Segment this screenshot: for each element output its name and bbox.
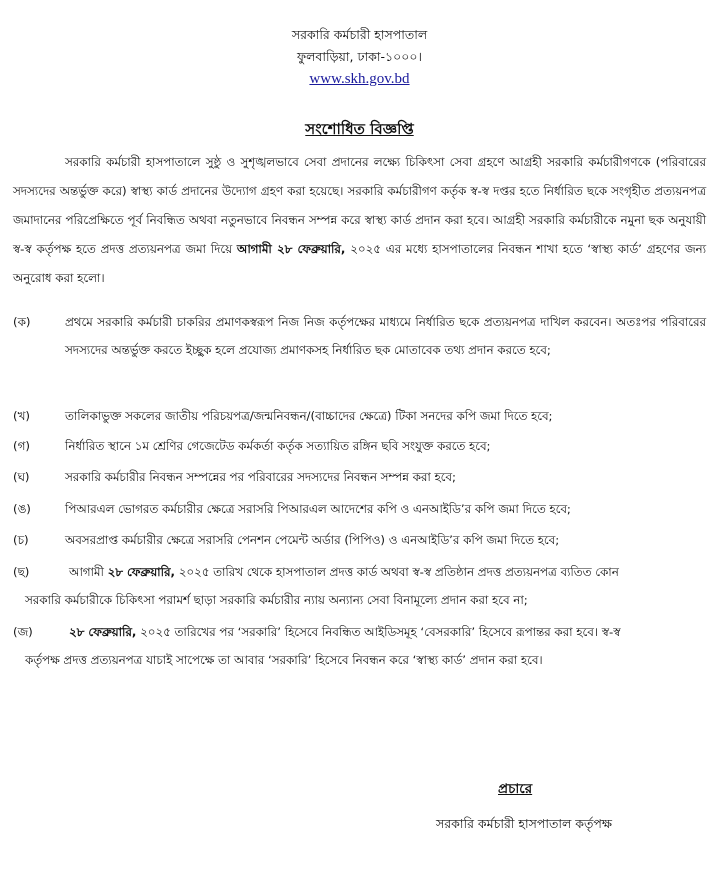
item-text-pre: আগামী	[69, 565, 108, 579]
item-marker: (জ)	[13, 625, 33, 639]
item-deadline: ২৮ ফেব্রুয়ারি,	[107, 565, 175, 579]
intro-text-end: ২০২৫ এর মধ্যে হাসপাতালের নিবন্ধন শাখা হতে ‘স্বাস্থ্য কার্ড’ গ্রহণের জন্য অনুরোধ করা হলো।	[13, 242, 706, 285]
item-text-line2: কর্তৃপক্ষ প্রদত্ত প্রত্যয়নপত্র যাচাই সাপেক্ষে তা আবার ‘সরকারি’ হিসেবে নিবন্ধন করে ‘স্বাস্থ্য কার্ড’ প্রদান করা হবে।	[25, 653, 543, 667]
list-item-ng	[13, 495, 706, 523]
letterhead	[0, 24, 719, 90]
item-text: তালিকাভুক্ত সকলের জাতীয় পরিচয়পত্র/জন্মনিবন্ধন/(বাচ্চাদের ক্ষেত্রে) টিকা সনদের কপি জমা দিতে হবে;	[65, 409, 553, 423]
intro-paragraph	[13, 148, 706, 293]
item-text-line1: ২০২৫ তারিখ থেকে হাসপাতাল প্রদত্ত কার্ড অথবা স্ব-স্ব প্রতিষ্ঠান প্রদত্ত প্রত্যয়নপত্র ব্যতিত কোন	[174, 565, 619, 579]
list-item-g	[13, 432, 706, 460]
item-text: অবসরপ্রাপ্ত কর্মচারীর ক্ষেত্রে সরাসরি পেনশন পেমেন্ট অর্ডার (পিপিও) ও এনআইডি’র কপি জমা দিতে হবে;	[65, 533, 560, 547]
authority-signature: সরকারি কর্মচারী হাসপাতাল কর্তৃপক্ষ	[436, 816, 612, 831]
item-deadline: ২৮ ফেব্রুয়ারি,	[69, 625, 137, 639]
org-name: সরকারি কর্মচারী হাসপাতাল	[291, 27, 428, 42]
item-text-line2: সরকারি কর্মচারীকে চিকিৎসা পরামর্শ ছাড়া সরকারি কর্মচারীর ন্যায় অন্যান্য সেবা বিনামূল্যে প্রদান করা হবে না;	[25, 593, 528, 607]
intro-deadline: আগামী ২৮ ফেব্রুয়ারি,	[236, 242, 346, 256]
list-item-chh	[13, 558, 706, 614]
item-marker: (ক)	[13, 315, 31, 329]
item-marker: (ঙ)	[13, 502, 31, 516]
item-text	[25, 618, 706, 674]
list-item-kh	[13, 402, 706, 430]
item-text: সরকারি কর্মচারীর নিবন্ধন সম্পন্নের পর পরিবারের সদস্যদের নিবন্ধন সম্পন্ন করা হবে;	[65, 470, 456, 484]
intro-text: সরকারি কর্মচারী হাসপাতালে সুষ্ঠু ও সুশৃঙ্খলভাবে সেবা প্রদানের লক্ষ্যে চিকিৎসা সেবা গ্রহণে আগ্রহী সরকারি কর্মচারীগণকে (পরিবারের সদস্যদের অন্তর্ভুক্ত করে) স্বাস্থ্য কার্ড প্রদানের উদ্যোগ গ্রহণ করা হয়েছে। সরকারি কর্মচারীগণ কর্তৃক স্ব-স্ব দপ্তর হতে নির্ধারিত ছকে সংগৃহীত প্রত্যয়নপত্র জমাদানের পরিপ্রেক্ষিতে পূর্ব নিবন্ধিত অথবা নতুনভাবে নিবন্ধন সম্পন্ন করে স্বাস্থ্য কার্ড প্রদান করা হবে। আগ্রহী সরকারি কর্মচারীকে নমুনা ছক অনুযায়ী স্ব-স্ব কর্তৃপক্ষ হতে প্রদত্ত প্রত্যয়নপত্র জমা দিয়ে	[13, 155, 706, 256]
item-text: পিআরএল ভোগরত কর্মচারীর ক্ষেত্রে সরাসরি পিআরএল আদেশের কপি ও এনআইডি’র কপি জমা দিতে হবে;	[65, 502, 571, 516]
item-marker: (চ)	[13, 533, 29, 547]
item-marker: (খ)	[13, 409, 30, 423]
item-text: প্রথমে সরকারি কর্মচারী চাকরির প্রমাণকস্বরূপ নিজ নিজ কর্তৃপক্ষের মাধ্যমে নির্ধারিত ছকে প্রত্যয়নপত্র দাখিল করবেন। অতঃপর পরিবারের সদস্যদের অন্তর্ভুক্ত করতে ইচ্ছুক হলে প্রযোজ্য প্রমাণকসহ নির্ধারিত ছক মোতাবেক তথ্য প্রদান করতে হবে;	[65, 315, 706, 357]
item-marker: (ঘ)	[13, 470, 30, 484]
list-item-k	[13, 308, 706, 364]
publicity-label: প্রচারে	[498, 781, 533, 797]
item-text-line1: ২০২৫ তারিখের পর ‘সরকারি’ হিসেবে নিবন্ধিত আইডিসমূহ ‘বেসরকারি’ হিসেবে রূপান্তর করা হবে। স্ব-স্ব	[136, 625, 621, 639]
item-text: নির্ধারিত স্থানে ১ম শ্রেণির গেজেটেড কর্মকর্তা কর্তৃক সত্যায়িত রঙ্গিন ছবি সংযুক্ত করতে হবে;	[65, 439, 491, 453]
website-link[interactable]: www.skh.gov.bd	[309, 71, 410, 87]
list-item-gh	[13, 463, 706, 491]
list-item-j	[13, 618, 706, 674]
notice-title: সংশোধিত বিজ্ঞপ্তি	[305, 120, 414, 138]
org-address: ফুলবাড়িয়া, ঢাকা-১০০০।	[296, 49, 422, 64]
item-text	[25, 558, 706, 614]
list-item-ch	[13, 526, 706, 554]
item-marker: (গ)	[13, 439, 30, 453]
item-marker: (ছ)	[13, 565, 30, 579]
